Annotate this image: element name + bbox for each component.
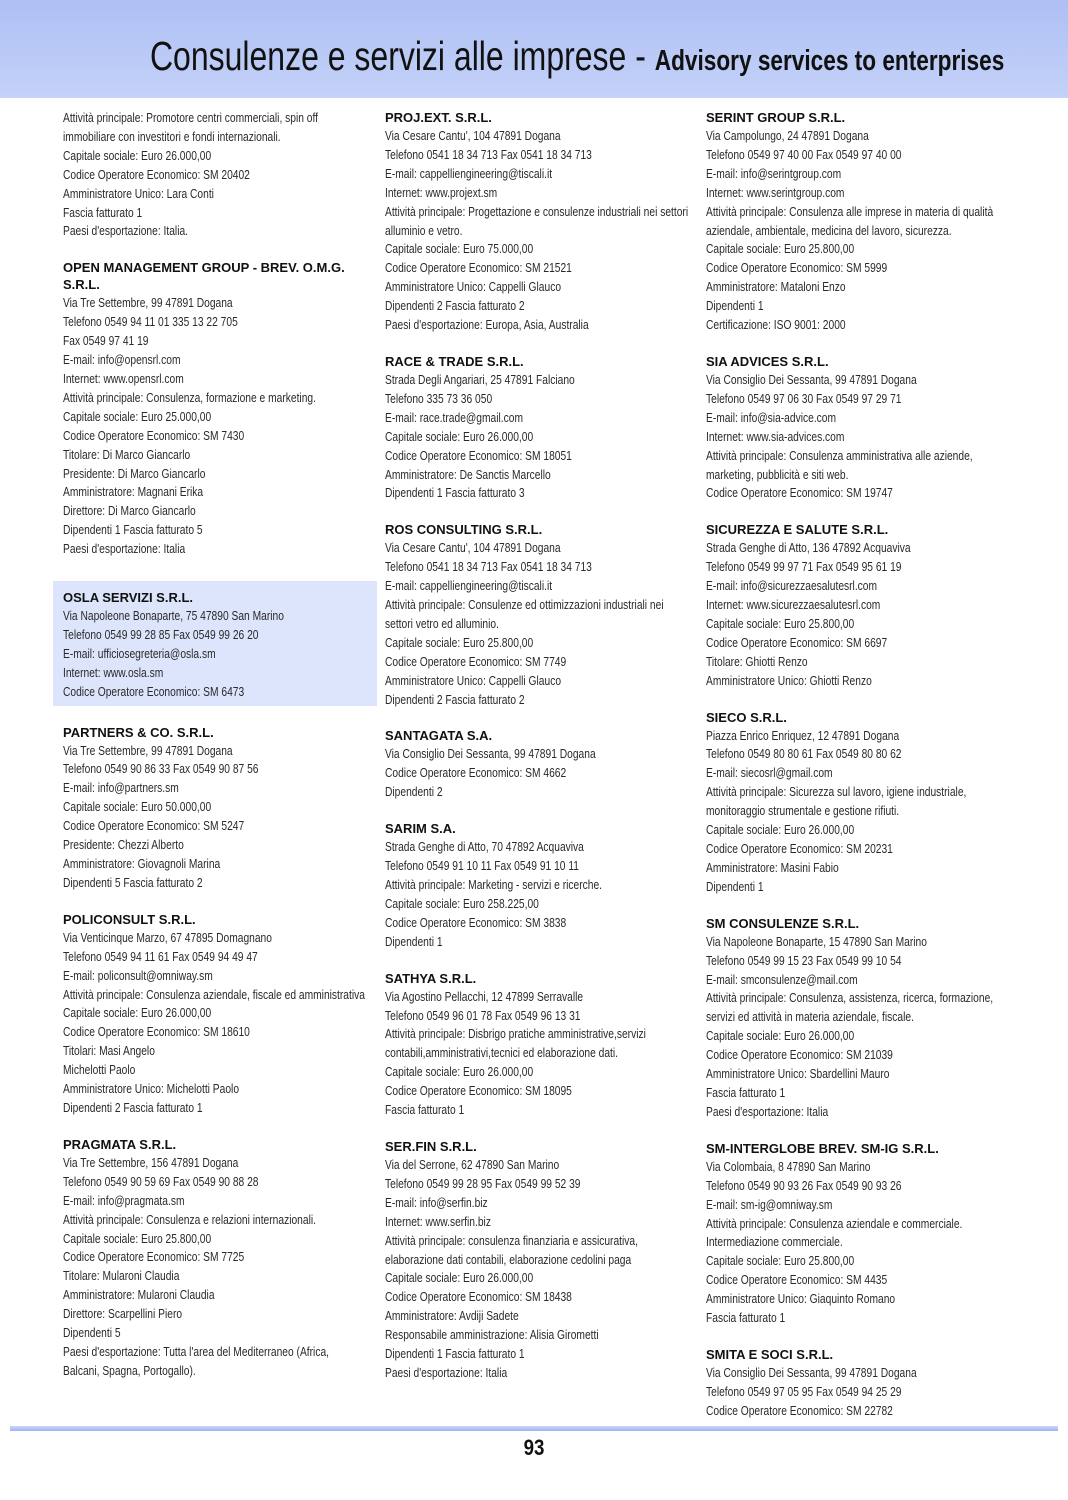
company-detail-line: Codice Operatore Economico: SM 18051: [385, 448, 572, 463]
company-name: POLICONSULT S.R.L.: [63, 911, 196, 927]
company-detail-line: Amministratore Unico: Cappelli Glauco: [385, 673, 562, 688]
company-detail-line: Internet: www.osla.sm: [63, 665, 164, 680]
company-detail-line: Internet: www.serintgroup.com: [706, 185, 845, 200]
company-details: [706, 1158, 1004, 1328]
company-detail-line: Paesi d'esportazione: Italia.: [63, 224, 189, 239]
company-detail-line: Codice Operatore Economico: SM 4662: [385, 766, 567, 781]
company-name: OSLA SERVIZI S.R.L.: [63, 590, 194, 606]
company-detail-line: Direttore: Scarpellini Piero: [63, 1307, 183, 1322]
company-detail-line: Capitale sociale: Euro 26.000,00: [706, 1029, 855, 1044]
company-detail-line: Capitale sociale: Euro 75.000,00: [385, 242, 534, 257]
company-detail-line: Codice Operatore Economico: SM 7725: [63, 1250, 245, 1265]
company-detail-line: Paesi d'esportazione: Europa, Asia, Australia: [385, 318, 589, 333]
company-detail-line: Codice Operatore Economico: SM 5999: [706, 261, 888, 276]
company-detail-line: Attività principale: Consulenza amministrativa alle aziende,: [706, 448, 973, 463]
company-detail-line: Capitale sociale: Euro 25.800,00: [385, 635, 534, 650]
company-detail-line: Attività principale: Progettazione e consulenze industriali nei settori: [385, 204, 689, 219]
company-detail-line: Capitale sociale: Euro 258.225,00: [385, 896, 539, 911]
company-detail-line: Telefono 0549 80 80 61 Fax 0549 80 80 62: [706, 747, 902, 762]
company-details: [706, 127, 1004, 335]
company-detail-line: Via Tre Settembre, 99 47891 Dogana: [63, 743, 233, 758]
company-detail-line: contabili,amministrativi,tecnici ed elaborazione dati.: [385, 1046, 619, 1061]
company-detail-line: Amministratore: De Sanctis Marcello: [385, 467, 551, 482]
company-detail-line: Balcani, Spagna, Portogallo).: [63, 1363, 196, 1378]
company-details: [385, 988, 683, 1120]
company-detail-line: Dipendenti 2: [385, 785, 443, 800]
company-details: [63, 109, 361, 241]
company-detail-line: Amministratore: Masini Fabio: [706, 860, 839, 875]
company-detail-line: Codice Operatore Economico: SM 22782: [706, 1403, 893, 1418]
company-detail-line: E-mail: info@sicurezzaesalutesrl.com: [706, 579, 878, 594]
company-detail-line: Codice Operatore Economico: SM 6697: [706, 635, 888, 650]
company-detail-line: Amministratore Unico: Cappelli Glauco: [385, 280, 562, 295]
company-detail-line: Via Colombaia, 8 47890 San Marino: [706, 1159, 871, 1174]
company-detail-line: Capitale sociale: Euro 25.000,00: [63, 409, 212, 424]
company-detail-line: Amministratore: Mularoni Claudia: [63, 1288, 215, 1303]
company-entry: [385, 727, 683, 802]
company-detail-line: Telefono 0549 99 97 71 Fax 0549 95 61 19: [706, 560, 902, 575]
company-details: [63, 294, 361, 559]
company-detail-line: servizi ed attività in materia aziendale, fiscale.: [706, 1010, 914, 1025]
company-detail-line: Strada Genghe di Atto, 136 47892 Acquaviva: [706, 541, 911, 556]
company-detail-line: E-mail: info@serfin.biz: [385, 1195, 488, 1210]
company-detail-line: E-mail: ufficiosegreteria@osla.sm: [63, 646, 216, 661]
company-detail-line: Telefono 0549 97 40 00 Fax 0549 97 40 00: [706, 147, 902, 162]
company-details: [63, 607, 361, 702]
company-name: SER.FIN S.R.L.: [385, 1138, 477, 1154]
company-detail-line: E-mail: sm-ig@omniway.sm: [706, 1197, 833, 1212]
company-detail-line: Telefono 0549 99 15 23 Fax 0549 99 10 54: [706, 953, 902, 968]
company-name: SICUREZZA E SALUTE S.R.L.: [706, 522, 889, 538]
company-entry: [706, 521, 1004, 690]
company-detail-line: Dipendenti 2 Fascia fatturato 2: [385, 692, 525, 707]
company-entry: [706, 353, 1004, 503]
company-detail-line: Codice Operatore Economico: SM 7749: [385, 654, 567, 669]
page-number: 93: [523, 1435, 545, 1460]
company-detail-line: Codice Operatore Economico: SM 20231: [706, 842, 893, 856]
company-name: SM-INTERGLOBE BREV. SM-IG S.R.L.: [706, 1140, 939, 1156]
company-details: [385, 838, 683, 951]
company-detail-line: Dipendenti 1 Fascia fatturato 1: [385, 1347, 525, 1362]
company-detail-line: Codice Operatore Economico: SM 20402: [63, 167, 250, 182]
company-detail-line: Attività principale: Consulenza alle imprese in materia di qualità: [706, 204, 994, 219]
company-detail-line: Amministratore Unico: Michelotti Paolo: [63, 1082, 240, 1097]
company-detail-line: E-mail: smconsulenze@mail.com: [706, 972, 858, 987]
company-detail-line: Dipendenti 5: [63, 1326, 121, 1341]
company-detail-line: Via del Serrone, 62 47890 San Marino: [385, 1157, 560, 1172]
company-entry: [385, 970, 683, 1120]
company-detail-line: E-mail: cappelliengineering@tiscali.it: [385, 579, 553, 594]
company-detail-line: marketing, pubblicità e siti web.: [706, 467, 849, 482]
company-detail-line: Via Tre Settembre, 99 47891 Dogana: [63, 296, 233, 311]
company-detail-line: Telefono 0549 90 59 69 Fax 0549 90 88 28: [63, 1174, 259, 1189]
company-details: [706, 371, 1004, 503]
company-detail-line: Telefono 0549 99 28 85 Fax 0549 99 26 20: [63, 627, 259, 642]
company-detail-line: Attività principale: Consulenza, assistenza, ricerca, formazione,: [706, 991, 994, 1006]
company-detail-line: Via Napoleone Bonaparte, 15 47890 San Marino: [706, 934, 927, 949]
company-entry: [706, 1140, 1004, 1328]
company-detail-line: Via Consiglio Dei Sessanta, 99 47891 Dogana: [706, 1365, 917, 1380]
company-detail-line: Capitale sociale: Euro 26.000,00: [706, 823, 855, 838]
company-detail-line: Fascia fatturato 1: [706, 1085, 786, 1100]
company-detail-line: monitoraggio strumentale e gestione rifiuti.: [706, 804, 900, 819]
company-detail-line: Telefono 0541 18 34 713 Fax 0541 18 34 713: [385, 560, 592, 575]
company-detail-line: Amministratore Unico: Lara Conti: [63, 186, 214, 201]
header-band: [0, 0, 1068, 98]
company-detail-line: Dipendenti 1: [385, 934, 443, 949]
company-detail-line: Attività principale: Promotore centri commerciali, spin off: [63, 111, 319, 125]
company-detail-line: Capitale sociale: Euro 26.000,00: [63, 148, 212, 163]
company-detail-line: Strada Degli Angariari, 25 47891 Falciano: [385, 372, 575, 387]
company-details: [63, 929, 365, 1118]
company-detail-line: E-mail: info@sia-advice.com: [706, 410, 837, 425]
company-detail-line: Via Consiglio Dei Sessanta, 99 47891 Dogana: [385, 747, 596, 762]
company-name: SIECO S.R.L.: [706, 709, 787, 725]
company-detail-line: Capitale sociale: Euro 50.000,00: [63, 800, 212, 815]
company-detail-line: alluminio e vetro.: [385, 223, 463, 238]
company-detail-line: Capitale sociale: Euro 26.000,00: [385, 429, 534, 444]
company-entry-highlighted: [53, 581, 377, 706]
company-detail-line: Fascia fatturato 1: [706, 1311, 786, 1326]
company-entry: [385, 353, 683, 503]
company-entry: [706, 709, 1004, 897]
company-detail-line: Via Napoleone Bonaparte, 75 47890 San Marino: [63, 609, 284, 624]
company-detail-line: E-mail: info@serintgroup.com: [706, 166, 842, 181]
company-detail-line: Internet: www.sicurezzaesalutesrl.com: [706, 598, 881, 613]
company-detail-line: Attività principale: Disbrigo pratiche amministrative,servizi: [385, 1027, 646, 1042]
company-detail-line: E-mail: info@pragmata.sm: [63, 1193, 185, 1208]
company-detail-line: Titolare: Mularoni Claudia: [63, 1269, 180, 1284]
company-detail-line: Capitale sociale: Euro 25.800,00: [63, 1231, 212, 1246]
company-detail-line: Amministratore Unico: Ghiotti Renzo: [706, 673, 872, 688]
company-detail-line: Piazza Enrico Enriquez, 12 47891 Dogana: [706, 728, 900, 743]
company-detail-line: Paesi d'esportazione: Italia: [706, 1104, 829, 1119]
company-detail-line: Responsabile amministrazione: Alisia Girometti: [385, 1328, 599, 1343]
company-detail-line: Codice Operatore Economico: SM 18095: [385, 1084, 572, 1099]
company-entry: [385, 820, 683, 951]
company-detail-line: Attività principale: Consulenza e relazioni internazionali.: [63, 1212, 316, 1227]
company-detail-line: Telefono 335 73 36 050: [385, 391, 493, 406]
company-detail-line: Michelotti Paolo: [63, 1063, 136, 1078]
company-name: SANTAGATA S.A.: [385, 728, 493, 744]
company-detail-line: Presidente: Di Marco Giancarlo: [63, 466, 206, 481]
company-detail-line: E-mail: siecosrl@gmail.com: [706, 766, 833, 781]
company-detail-line: Attività principale: Consulenza aziendale, fiscale ed amministrativa: [63, 987, 365, 1002]
company-entry: [706, 109, 1004, 335]
company-details: [385, 1156, 683, 1383]
company-detail-line: Via Consiglio Dei Sessanta, 99 47891 Dogana: [706, 372, 917, 387]
company-detail-line: Attività principale: Sicurezza sul lavoro, igiene industriale,: [706, 785, 967, 800]
company-name: SARIM S.A.: [385, 821, 456, 837]
company-detail-line: Internet: www.sia-advices.com: [706, 429, 845, 444]
company-detail-line: Capitale sociale: Euro 25.800,00: [706, 616, 855, 631]
company-detail-line: Telefono 0549 91 10 11 Fax 0549 91 10 11: [385, 859, 579, 874]
company-detail-line: Telefono 0549 97 05 95 Fax 0549 94 25 29: [706, 1384, 902, 1399]
company-detail-line: Attività principale: Consulenza, formazione e marketing.: [63, 390, 316, 405]
company-detail-line: Amministratore: Avdiji Sadete: [385, 1309, 519, 1324]
page-title: [149, 33, 1004, 79]
company-name: SMITA E SOCI S.R.L.: [706, 1346, 834, 1362]
company-name: SM CONSULENZE S.R.L.: [706, 915, 860, 931]
company-detail-line: Amministratore: Giovagnoli Marina: [63, 857, 221, 871]
company-detail-line: Capitale sociale: Euro 25.800,00: [706, 242, 855, 257]
company-detail-line: Telefono 0549 94 11 61 Fax 0549 94 49 47: [63, 949, 258, 964]
company-name: RACE & TRADE S.R.L.: [385, 353, 524, 369]
company-name: SATHYA S.R.L.: [385, 970, 477, 986]
company-detail-line: elaborazione dati contabili, elaborazione cedolini paga: [385, 1252, 632, 1267]
company-detail-line: Internet: www.serfin.biz: [385, 1214, 491, 1229]
company-detail-line: Via Agostino Pellacchi, 12 47899 Serravalle: [385, 989, 584, 1004]
company-detail-line: Amministratore: Magnani Erika: [63, 485, 204, 500]
company-entry: [63, 109, 361, 241]
company-detail-line: Dipendenti 1 Fascia fatturato 5: [63, 523, 203, 538]
company-detail-line: Dipendenti 5 Fascia fatturato 2: [63, 875, 203, 890]
company-detail-line: Fax 0549 97 41 19: [63, 334, 149, 349]
company-detail-line: Attività principale: Marketing - servizi e ricerche.: [385, 878, 603, 892]
company-details: [63, 1154, 361, 1381]
company-detail-line: Capitale sociale: Euro 26.000,00: [385, 1271, 534, 1286]
company-entry: [63, 911, 365, 1118]
company-name: ROS CONSULTING S.R.L.: [385, 522, 543, 538]
company-detail-line: Fascia fatturato 1: [385, 1103, 465, 1118]
company-detail-line: Codice Operatore Economico: SM 5247: [63, 819, 245, 834]
company-detail-line: Capitale sociale: Euro 25.800,00: [706, 1254, 855, 1269]
company-detail-line: Internet: www.projext.sm: [385, 185, 498, 200]
company-name: SIA ADVICES S.R.L.: [706, 353, 829, 369]
company-detail-line: E-mail: info@opensrl.com: [63, 353, 181, 368]
company-detail-line: Certificazione: ISO 9001: 2000: [706, 318, 846, 333]
company-name: PRAGMATA S.R.L.: [63, 1136, 177, 1152]
company-name: OPEN MANAGEMENT GROUP - BREV. O.M.G. S.R.L.: [63, 260, 345, 293]
column-3: [706, 109, 1004, 1439]
company-detail-line: Codice Operatore Economico: SM 21039: [706, 1048, 893, 1063]
company-entry: [385, 521, 683, 709]
company-detail-line: Codice Operatore Economico: SM 7430: [63, 428, 245, 443]
company-entry: [63, 724, 361, 893]
company-detail-line: Amministratore Unico: Sbardellini Mauro: [706, 1067, 890, 1082]
page-title-main: Consulenze e servizi alle imprese -: [149, 33, 655, 79]
company-details: [385, 127, 689, 335]
company-detail-line: Attività principale: Consulenza aziendale e commerciale.: [706, 1216, 963, 1231]
company-detail-line: E-mail: cappelliengineering@tiscali.it: [385, 166, 553, 181]
company-detail-line: Codice Operatore Economico: SM 18438: [385, 1290, 572, 1305]
company-detail-line: Internet: www.opensrl.com: [63, 371, 184, 386]
company-detail-line: Telefono 0549 96 01 78 Fax 0549 96 13 31: [385, 1008, 581, 1023]
company-detail-line: immobiliare con investitori e fondi internazionali.: [63, 129, 281, 144]
company-detail-line: Strada Genghe di Atto, 70 47892 Acquaviva: [385, 840, 584, 855]
column-1: [63, 109, 365, 1399]
company-details: [706, 727, 1004, 897]
company-entry: [63, 259, 361, 559]
company-detail-line: Dipendenti 1: [706, 299, 764, 314]
company-detail-line: Amministratore: Mataloni Enzo: [706, 280, 846, 295]
company-details: [63, 742, 361, 893]
company-detail-line: Codice Operatore Economico: SM 18610: [63, 1025, 250, 1040]
company-detail-line: Codice Operatore Economico: SM 3838: [385, 915, 567, 930]
company-detail-line: Direttore: Di Marco Giancarlo: [63, 504, 196, 519]
column-2: [385, 109, 689, 1401]
company-detail-line: Via Venticinque Marzo, 67 47895 Domagnano: [63, 930, 272, 945]
company-detail-line: Paesi d'esportazione: Tutta l'area del Mediterraneo (Africa,: [63, 1344, 330, 1359]
company-detail-line: Attività principale: consulenza finanziaria e assicurativa,: [385, 1233, 638, 1248]
company-detail-line: E-mail: info@partners.sm: [63, 781, 179, 796]
company-detail-line: Via Tre Settembre, 156 47891 Dogana: [63, 1155, 239, 1170]
company-detail-line: Paesi d'esportazione: Italia: [63, 542, 186, 557]
company-entry: [706, 915, 1004, 1122]
company-detail-line: Dipendenti 1: [706, 879, 764, 894]
company-entry: [385, 1138, 683, 1383]
company-detail-line: Telefono 0549 90 86 33 Fax 0549 90 87 56: [63, 762, 259, 777]
company-detail-line: E-mail: policonsult@omniway.sm: [63, 968, 213, 983]
company-entry: [385, 109, 689, 335]
company-detail-line: Codice Operatore Economico: SM 19747: [706, 486, 893, 501]
company-detail-line: Codice Operatore Economico: SM 21521: [385, 261, 572, 276]
company-name: PARTNERS & CO. S.R.L.: [63, 724, 214, 740]
company-detail-line: Dipendenti 2 Fascia fatturato 1: [63, 1100, 203, 1115]
company-detail-line: Titolari: Masi Angelo: [63, 1044, 155, 1059]
company-detail-line: Via Campolungo, 24 47891 Dogana: [706, 129, 869, 143]
company-detail-line: Amministratore Unico: Giaquinto Romano: [706, 1292, 896, 1307]
company-details: [706, 539, 1004, 690]
company-detail-line: E-mail: race.trade@gmail.com: [385, 410, 524, 425]
company-detail-line: Fascia fatturato 1: [63, 205, 143, 220]
company-detail-line: Telefono 0549 97 06 30 Fax 0549 97 29 71: [706, 391, 902, 406]
company-detail-line: Telefono 0541 18 34 713 Fax 0541 18 34 713: [385, 147, 592, 162]
company-details: [706, 933, 1004, 1122]
company-entry: [63, 1136, 361, 1381]
company-detail-line: Paesi d'esportazione: Italia: [385, 1365, 508, 1380]
company-detail-line: Codice Operatore Economico: SM 6473: [63, 684, 245, 699]
company-detail-line: Via Cesare Cantu', 104 47891 Dogana: [385, 129, 561, 143]
company-detail-line: Intermediazione commerciale.: [706, 1235, 843, 1250]
company-detail-line: Presidente: Chezzi Alberto: [63, 838, 184, 853]
company-detail-line: Dipendenti 1 Fascia fatturato 3: [385, 486, 525, 501]
company-details: [706, 1364, 1004, 1421]
company-detail-line: Via Cesare Cantu', 104 47891 Dogana: [385, 541, 561, 556]
company-name: PROJ.EXT. S.R.L.: [385, 110, 492, 125]
page-title-english: Advisory services to enterprises: [654, 45, 1004, 77]
company-detail-line: Telefono 0549 99 28 95 Fax 0549 99 52 39: [385, 1176, 581, 1191]
company-detail-line: Telefono 0549 90 93 26 Fax 0549 90 93 26: [706, 1178, 902, 1193]
company-name: SERINT GROUP S.R.L.: [706, 110, 846, 125]
company-detail-line: Dipendenti 2 Fascia fatturato 2: [385, 299, 525, 314]
company-detail-line: Capitale sociale: Euro 26.000,00: [385, 1065, 534, 1080]
company-details: [385, 745, 683, 802]
company-detail-line: Codice Operatore Economico: SM 4435: [706, 1273, 888, 1288]
company-detail-line: Capitale sociale: Euro 26.000,00: [63, 1006, 212, 1021]
company-detail-line: Titolare: Di Marco Giancarlo: [63, 447, 191, 462]
company-detail-line: Titolare: Ghiotti Renzo: [706, 654, 808, 669]
company-detail-line: settori vetro ed alluminio.: [385, 616, 499, 631]
company-detail-line: Telefono 0549 94 11 01 335 13 22 705: [63, 315, 238, 330]
company-details: [385, 539, 683, 709]
company-entry: [706, 1346, 1004, 1421]
company-detail-line: Attività principale: Consulenze ed ottimizzazioni industriali nei: [385, 598, 664, 613]
company-detail-line: aziendale, ambientale, medicina del lavoro, sicurezza.: [706, 223, 952, 238]
company-details: [385, 371, 683, 503]
footer-rule: [10, 1426, 1058, 1431]
